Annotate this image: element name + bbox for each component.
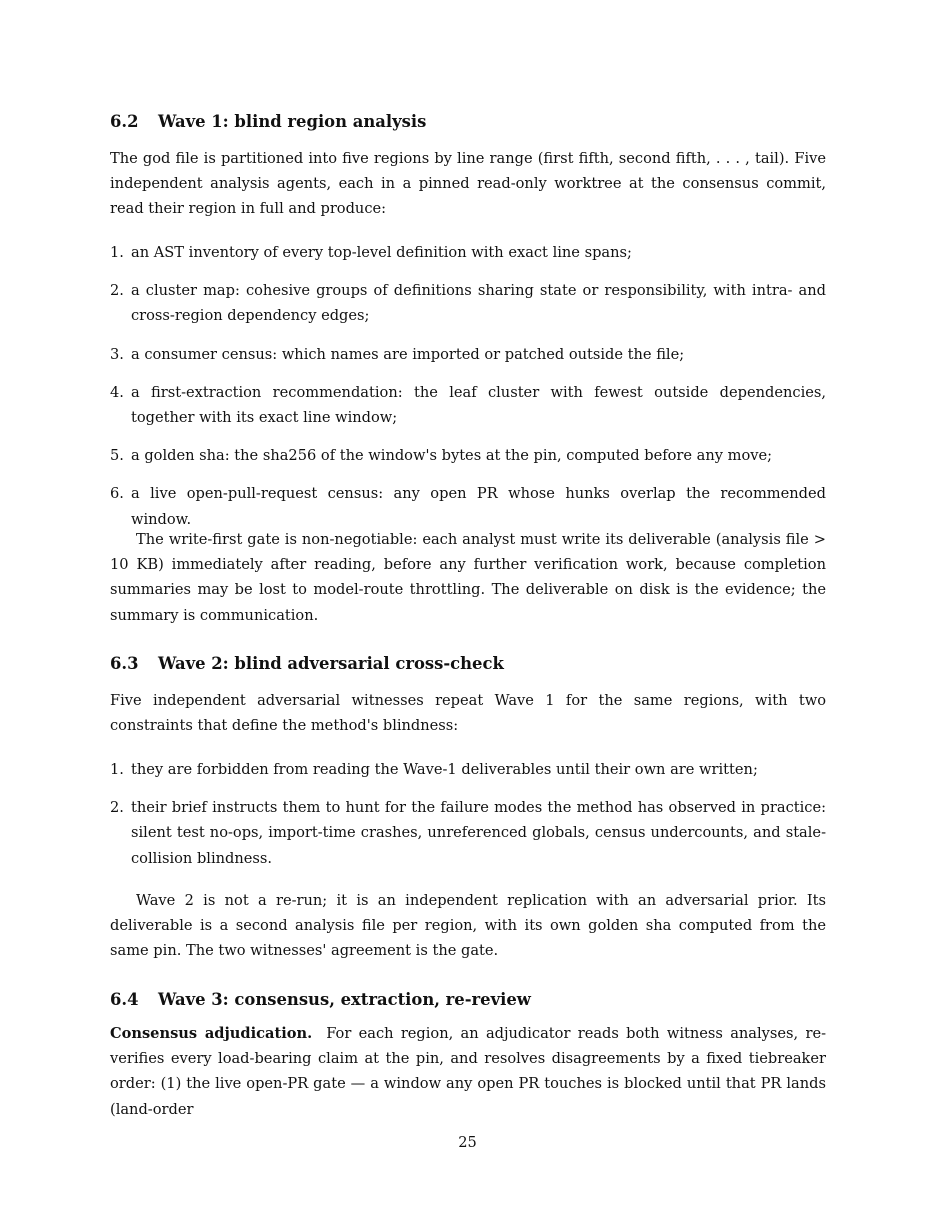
section-heading [110,989,826,1011]
section-heading [110,653,826,675]
numbered-list [110,240,826,532]
section-title: Wave 2: blind adversarial cross-check [158,654,504,673]
list-item: 4. a first-extraction recommendation: the leaf cluster with fewest outside dependencies, together with its exact line window; [110,383,826,427]
list-item: 1. an AST inventory of every top-level definition with exact line spans; [110,244,632,261]
paragraph: The write-first gate is non-negotiable: each analyst must write its deliverable (analysis file > 10 KB) immediately after reading, before any further verification work, because completion summaries may be lost to model-route throttling. The deliverable on disk is the evidence; the summary is communication. [110,531,826,624]
list-item: 2. their brief instructs them to hunt for the failure modes the method has observed in practice: silent test no-ops, import-time crashes, unreferenced globals, census undercounts, and stale-collision blindness. [110,799,826,867]
section-6-3-intro [110,688,826,738]
section-title: Wave 3: consensus, extraction, re-review [158,990,531,1009]
list-item: 2. a cluster map: cohesive groups of definitions sharing state or responsibility, with intra- and cross-region dependency edges; [110,282,826,325]
paragraph: Wave 2 is not a re-run; it is an independent replication with an adversarial prior. Its deliverable is a second analysis file per region, with its own golden sha computed from the same pin. The two witnesses' agreement is the gate. [110,892,826,960]
numbered-list [110,757,826,871]
section-number: 6.2 [110,112,139,131]
section-title: Wave 1: blind region analysis [158,112,427,131]
section-6-3-list [110,757,826,871]
section-6-2-list [110,240,826,532]
section-number: 6.4 [110,990,139,1009]
section-6-3 [110,653,826,675]
paragraph: Consensus adjudication. For each region, an adjudicator reads both witness analyses, re-verifies every load-bearing claim at the pin, and resolves disagreements by a fixed tiebreaker order: (1) the live open-PR gate — a window any open PR touches is blocked until that PR lands (land-order [110,1025,827,1118]
list-item: 3. a consumer census: which names are imported or patched outside the file; [110,345,685,363]
list-item: 6. a live open-pull-request census: any open PR whose hunks overlap the recommended window. [110,485,826,528]
paragraph: The god file is partitioned into five regions by line range (first fifth, second fifth, . . . , tail). Five independent analysis agents, each in a pinned read-only worktree at the consensus commit, read their region in full and produce: [110,150,826,218]
section-number: 6.3 [110,654,139,673]
section-6-2-intro [110,146,826,222]
paragraph: Five independent adversarial witnesses repeat Wave 1 for the same regions, with two constraints that define the method's blindness: [110,692,826,735]
section-6-3-para [110,888,826,964]
list-item: 1. they are forbidden from reading the Wave-1 deliverables until their own are written; [110,761,758,778]
section-6-2 [110,111,826,133]
run-in-heading: Consensus adjudication. [110,1025,313,1042]
list-item: 5. a golden sha: the sha256 of the window's bytes at the pin, computed before any move; [110,447,773,465]
page-number: 25 [458,1134,477,1151]
section-heading [110,111,826,133]
section-6-2-para [110,527,826,628]
section-6-4-body [110,1021,826,1122]
section-6-4 [110,989,826,1011]
